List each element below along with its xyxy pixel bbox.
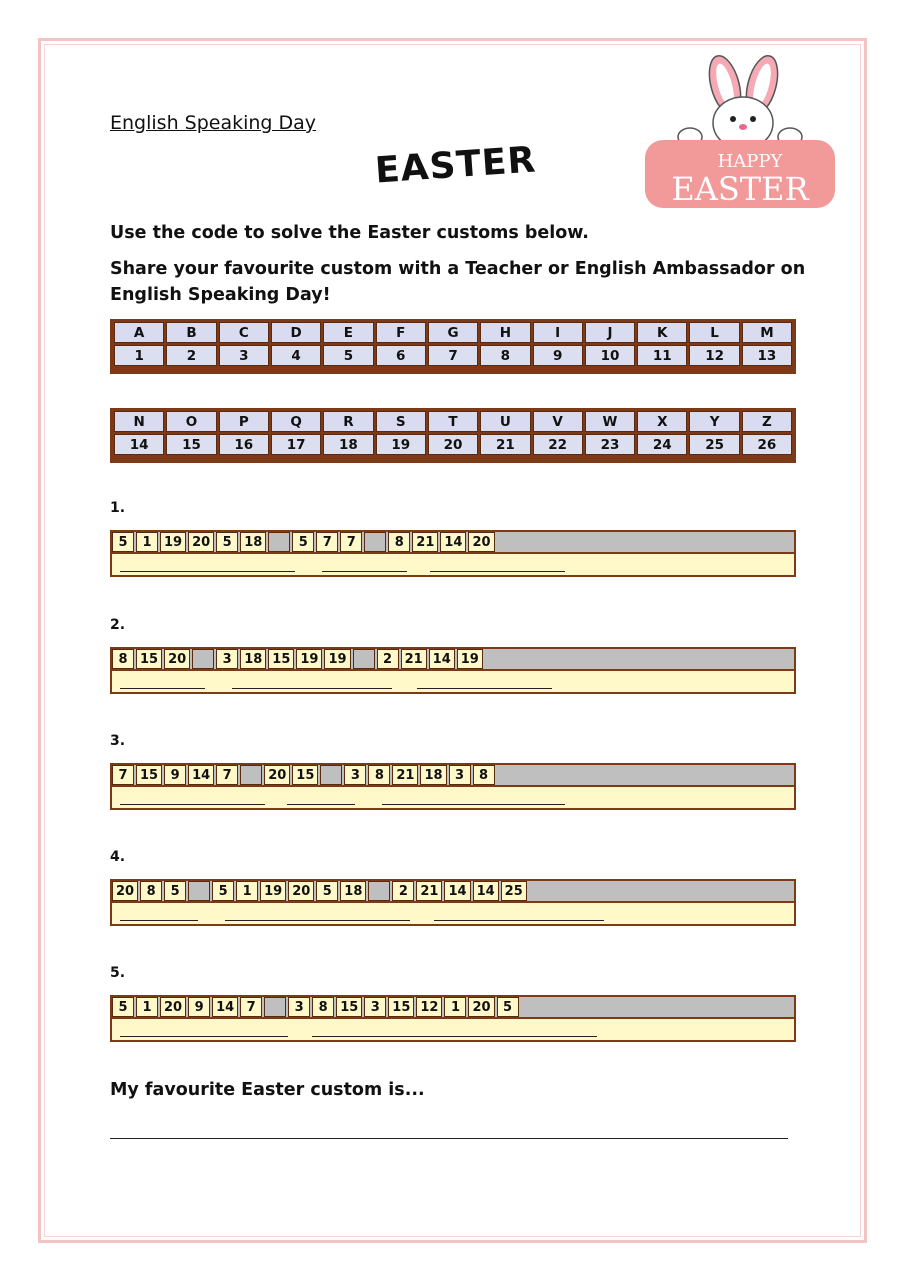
code-number-cell: 20 bbox=[288, 881, 314, 901]
code-number-cell: 24 bbox=[637, 434, 687, 455]
code-number-cell: 21 bbox=[416, 881, 442, 901]
code-letter-cell: R bbox=[323, 411, 373, 432]
code-number-cell: 14 bbox=[212, 997, 238, 1017]
instruction-2: Share your favourite custom with a Teacher or English Ambassador on English Speaking Day! bbox=[110, 259, 806, 305]
code-number-cell: 2 bbox=[377, 649, 399, 669]
code-number-cell: 1 bbox=[136, 532, 158, 552]
code-number-cell: 20 bbox=[112, 881, 138, 901]
code-number-cell: 14 bbox=[473, 881, 499, 901]
code-number-cell: 20 bbox=[164, 649, 190, 669]
answer-blank[interactable] bbox=[322, 571, 407, 572]
code-letter-cell: N bbox=[114, 411, 164, 432]
code-number-cell: 19 bbox=[457, 649, 483, 669]
code-number-cell: 20 bbox=[160, 997, 186, 1017]
code-number-cell: 15 bbox=[292, 765, 318, 785]
code-number-cell: 14 bbox=[188, 765, 214, 785]
code-number-cell: 7 bbox=[216, 765, 238, 785]
word-gap-cell bbox=[268, 532, 290, 552]
code-number-cell: 8 bbox=[388, 532, 410, 552]
code-number-cell: 5 bbox=[164, 881, 186, 901]
favourite-custom-label: My favourite Easter custom is... bbox=[110, 1080, 425, 1100]
puzzle-1 bbox=[110, 530, 796, 577]
code-letter-cell: K bbox=[637, 322, 687, 343]
code-table-n-z bbox=[110, 408, 796, 463]
favourite-custom-answer-line[interactable] bbox=[110, 1138, 788, 1139]
question-number: 1. bbox=[110, 500, 126, 516]
word-gap-cell bbox=[353, 649, 375, 669]
question-number: 5. bbox=[110, 965, 126, 981]
code-number-cell: 3 bbox=[288, 997, 310, 1017]
code-number-cell: 20 bbox=[264, 765, 290, 785]
code-number-cell: 18 bbox=[323, 434, 373, 455]
code-letter-cell: W bbox=[585, 411, 635, 432]
code-number-cell: 19 bbox=[324, 649, 350, 669]
code-number-cell: 8 bbox=[368, 765, 390, 785]
code-number-cell: 21 bbox=[392, 765, 418, 785]
code-number-cell: 20 bbox=[468, 532, 494, 552]
code-number-cell: 8 bbox=[473, 765, 495, 785]
code-number-cell: 15 bbox=[136, 649, 162, 669]
puzzle-5 bbox=[110, 995, 796, 1042]
code-letter-cell: E bbox=[323, 322, 373, 343]
code-letter-cell: L bbox=[689, 322, 739, 343]
code-number-cell: 6 bbox=[376, 345, 426, 366]
code-number-cell: 2 bbox=[166, 345, 216, 366]
code-number-cell: 19 bbox=[296, 649, 322, 669]
code-number-cell: 7 bbox=[240, 997, 262, 1017]
code-number-cell: 5 bbox=[292, 532, 314, 552]
code-letter-cell: J bbox=[585, 322, 635, 343]
instruction-1: Use the code to solve the Easter customs below. bbox=[110, 223, 589, 243]
code-number-cell: 12 bbox=[689, 345, 739, 366]
logo-text-easter: EASTER bbox=[671, 170, 809, 208]
code-letter-cell: Z bbox=[742, 411, 792, 432]
code-number-cell: 5 bbox=[112, 997, 134, 1017]
code-letter-cell: M bbox=[742, 322, 792, 343]
answer-blank[interactable] bbox=[120, 1036, 288, 1037]
code-table-a-m bbox=[110, 319, 796, 374]
code-number-cell: 9 bbox=[188, 997, 210, 1017]
code-row bbox=[112, 765, 794, 785]
code-number-cell: 5 bbox=[497, 997, 519, 1017]
code-number-cell: 16 bbox=[219, 434, 269, 455]
code-number-cell: 3 bbox=[219, 345, 269, 366]
answer-blank[interactable] bbox=[120, 688, 205, 689]
code-number-cell: 5 bbox=[316, 881, 338, 901]
answer-blank[interactable] bbox=[120, 804, 265, 805]
code-number-cell: 21 bbox=[412, 532, 438, 552]
code-number-cell: 20 bbox=[428, 434, 478, 455]
code-letter-cell: I bbox=[533, 322, 583, 343]
code-number-cell: 14 bbox=[114, 434, 164, 455]
code-number-cell: 23 bbox=[585, 434, 635, 455]
code-number-cell: 17 bbox=[271, 434, 321, 455]
answer-blank[interactable] bbox=[417, 688, 552, 689]
code-letter-cell: H bbox=[480, 322, 530, 343]
question-number: 3. bbox=[110, 733, 126, 749]
code-number-cell: 14 bbox=[440, 532, 466, 552]
code-letter-cell: S bbox=[376, 411, 426, 432]
code-number-cell: 3 bbox=[344, 765, 366, 785]
word-gap-cell bbox=[364, 532, 386, 552]
code-number-cell: 7 bbox=[112, 765, 134, 785]
code-number-cell: 7 bbox=[316, 532, 338, 552]
code-number-cell: 7 bbox=[340, 532, 362, 552]
logo-text-happy: HAPPY bbox=[717, 151, 783, 172]
code-row bbox=[112, 649, 794, 669]
code-number-cell: 12 bbox=[416, 997, 442, 1017]
answer-row bbox=[112, 554, 794, 575]
code-number-cell: 1 bbox=[236, 881, 258, 901]
code-number-cell: 7 bbox=[428, 345, 478, 366]
answer-blank[interactable] bbox=[434, 920, 604, 921]
word-gap-cell bbox=[264, 997, 286, 1017]
code-number-cell: 3 bbox=[216, 649, 238, 669]
code-number-cell: 5 bbox=[112, 532, 134, 552]
code-letter-cell: X bbox=[637, 411, 687, 432]
answer-row bbox=[112, 671, 794, 692]
word-gap-cell bbox=[320, 765, 342, 785]
code-number-cell: 21 bbox=[480, 434, 530, 455]
code-number-cell: 20 bbox=[188, 532, 214, 552]
code-number-cell: 3 bbox=[449, 765, 471, 785]
code-number-cell: 5 bbox=[323, 345, 373, 366]
code-number-cell: 15 bbox=[166, 434, 216, 455]
answer-blank[interactable] bbox=[382, 804, 565, 805]
page-title: EASTER bbox=[373, 139, 538, 192]
code-number-cell: 25 bbox=[501, 881, 527, 901]
code-letter-cell: Y bbox=[689, 411, 739, 432]
code-letter-cell: Q bbox=[271, 411, 321, 432]
word-gap-cell bbox=[368, 881, 390, 901]
code-letter-cell: G bbox=[428, 322, 478, 343]
code-number-cell: 4 bbox=[271, 345, 321, 366]
answer-blank[interactable] bbox=[312, 1036, 597, 1037]
answer-row bbox=[112, 903, 794, 924]
code-number-cell: 14 bbox=[444, 881, 470, 901]
code-number-cell: 19 bbox=[260, 881, 286, 901]
code-row bbox=[112, 997, 794, 1017]
answer-blank[interactable] bbox=[120, 920, 198, 921]
code-number-cell: 10 bbox=[585, 345, 635, 366]
code-number-cell: 8 bbox=[140, 881, 162, 901]
question-number: 2. bbox=[110, 617, 126, 633]
code-letter-cell: F bbox=[376, 322, 426, 343]
happy-easter-logo bbox=[640, 55, 840, 215]
code-number-cell: 19 bbox=[376, 434, 426, 455]
code-number-cell: 18 bbox=[420, 765, 446, 785]
code-number-cell: 15 bbox=[268, 649, 294, 669]
code-number-cell: 8 bbox=[480, 345, 530, 366]
code-number-cell: 25 bbox=[689, 434, 739, 455]
code-number-cell: 11 bbox=[637, 345, 687, 366]
code-number-cell: 22 bbox=[533, 434, 583, 455]
code-number-cell: 18 bbox=[340, 881, 366, 901]
word-gap-cell bbox=[192, 649, 214, 669]
code-number-cell: 15 bbox=[336, 997, 362, 1017]
code-number-cell: 1 bbox=[444, 997, 466, 1017]
code-number-cell: 5 bbox=[216, 532, 238, 552]
code-letter-cell: V bbox=[533, 411, 583, 432]
code-number-cell: 18 bbox=[240, 532, 266, 552]
code-number-cell: 3 bbox=[364, 997, 386, 1017]
code-number-cell: 1 bbox=[136, 997, 158, 1017]
answer-row bbox=[112, 787, 794, 808]
code-row bbox=[112, 532, 794, 552]
code-letter-cell: B bbox=[166, 322, 216, 343]
answer-row bbox=[112, 1019, 794, 1040]
word-gap-cell bbox=[240, 765, 262, 785]
code-letter-cell: T bbox=[428, 411, 478, 432]
answer-blank[interactable] bbox=[120, 571, 295, 572]
code-number-cell: 5 bbox=[212, 881, 234, 901]
question-number: 4. bbox=[110, 849, 126, 865]
word-gap-cell bbox=[188, 881, 210, 901]
code-letter-cell: P bbox=[219, 411, 269, 432]
code-number-cell: 15 bbox=[388, 997, 414, 1017]
code-number-cell: 8 bbox=[112, 649, 134, 669]
code-number-cell: 20 bbox=[468, 997, 494, 1017]
code-number-cell: 18 bbox=[240, 649, 266, 669]
answer-blank[interactable] bbox=[287, 804, 355, 805]
code-number-cell: 26 bbox=[742, 434, 792, 455]
code-number-cell: 1 bbox=[114, 345, 164, 366]
code-number-cell: 9 bbox=[533, 345, 583, 366]
code-number-cell: 21 bbox=[401, 649, 427, 669]
code-number-cell: 13 bbox=[742, 345, 792, 366]
code-number-cell: 8 bbox=[312, 997, 334, 1017]
code-letter-cell: D bbox=[271, 322, 321, 343]
code-letter-cell: A bbox=[114, 322, 164, 343]
code-number-cell: 2 bbox=[392, 881, 414, 901]
puzzle-3 bbox=[110, 763, 796, 810]
puzzle-2 bbox=[110, 647, 796, 694]
answer-blank[interactable] bbox=[232, 688, 392, 689]
code-number-cell: 9 bbox=[164, 765, 186, 785]
code-number-cell: 19 bbox=[160, 532, 186, 552]
code-number-cell: 14 bbox=[429, 649, 455, 669]
code-letter-cell: O bbox=[166, 411, 216, 432]
answer-blank[interactable] bbox=[225, 920, 410, 921]
code-letter-cell: C bbox=[219, 322, 269, 343]
code-letter-cell: U bbox=[480, 411, 530, 432]
code-row bbox=[112, 881, 794, 901]
puzzle-4 bbox=[110, 879, 796, 926]
answer-blank[interactable] bbox=[430, 571, 565, 572]
code-number-cell: 15 bbox=[136, 765, 162, 785]
subtitle: English Speaking Day bbox=[110, 112, 317, 134]
